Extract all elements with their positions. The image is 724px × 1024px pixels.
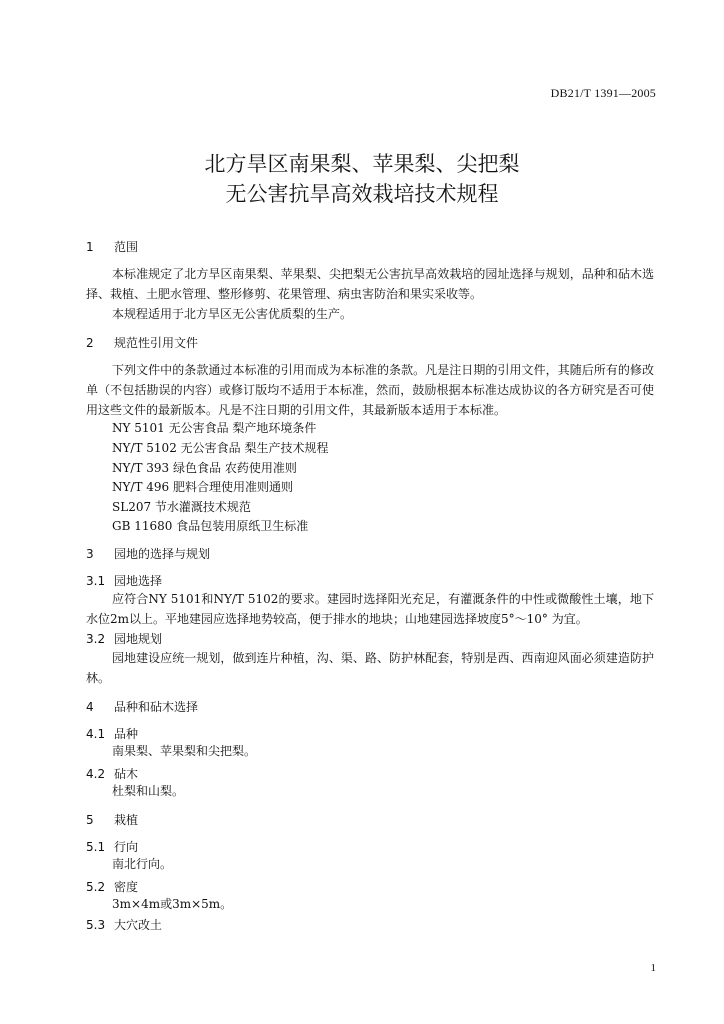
subsection-5-2-heading [86, 878, 138, 895]
reference-item: GB 11680 食品包装用原纸卫生标准 [112, 519, 309, 533]
standard-code: DB21/T 1391—2005 [550, 86, 656, 100]
section-number: 4.1 [86, 727, 106, 741]
section-label: 密度 [114, 880, 139, 894]
subsection-5-3-heading [86, 916, 162, 933]
section-2-heading [86, 334, 198, 351]
section-label: 品种 [114, 727, 139, 741]
paragraph: 下列文件中的条款通过本标准的引用而成为本标准的条款。凡是注日期的引用文件，其随后所有的修改单（不包括勘误的内容）或修订版均不适用于本标准，然而，鼓励根据本标准达成协议的各方研究是否可使用这些文件的最新版本。凡是不注日期的引用文件，其最新版本适用于本标准。 [86, 363, 654, 417]
paragraph: 应符合NY 5101和NY/T 5102的要求。建园时选择阳光充足，有灌溉条件的中性或微酸性土壤，地下水位2m以上。平地建园应选择地势较高，便于排水的地块；山地建园选择坡度5°～10° 为宜。 [86, 592, 654, 626]
section-number: 5.2 [86, 880, 106, 894]
section-number: 3 [86, 547, 94, 561]
paragraph: 园地建设应统一规划，做到连片种植，沟、渠、路、防护林配套，特别是西、西南迎风面必须建造防护林。 [86, 651, 654, 685]
section-5-heading [86, 811, 138, 828]
section-4-heading [86, 698, 198, 715]
section-number: 5.1 [86, 840, 106, 854]
section-label: 砧木 [114, 767, 139, 781]
section-label: 园地规划 [114, 632, 163, 646]
paragraph: 南果梨、苹果梨和尖把梨。 [112, 744, 257, 758]
section-1-heading [86, 238, 138, 255]
reference-item: NY/T 5102 无公害食品 梨生产技术规程 [112, 441, 329, 455]
document-title-line-1: 北方旱区南果梨、苹果梨、尖把梨 [204, 152, 520, 176]
section-3-heading [86, 545, 210, 562]
paragraph: 南北行向。 [112, 857, 173, 871]
page-number: 1 [650, 962, 656, 974]
subsection-3-2-heading [86, 630, 162, 647]
paragraph: 3m×4m或3m×5m。 [112, 897, 233, 911]
section-label: 大穴改土 [114, 918, 163, 932]
subsection-5-1-heading [86, 838, 138, 855]
section-label: 行向 [114, 840, 139, 854]
paragraph: 本标准规定了北方旱区南果梨、苹果梨、尖把梨无公害抗旱高效栽培的园址选择与规划，品种和砧木选择、栽植、土肥水管理、整形修剪、花果管理、病虫害防治和果实采收等。 [86, 267, 654, 301]
section-number: 5.3 [86, 918, 106, 932]
reference-item: NY/T 393 绿色食品 农药使用准则 [112, 461, 297, 475]
section-label: 园地的选择与规划 [114, 547, 211, 561]
reference-item: SL207 节水灌溉技术规范 [112, 500, 251, 514]
section-number: 4 [86, 700, 94, 714]
section-number: 5 [86, 813, 94, 827]
section-number: 4.2 [86, 767, 106, 781]
document-title-line-2: 无公害抗旱高效栽培技术规程 [225, 182, 499, 206]
section-number: 1 [86, 240, 94, 254]
reference-item: NY/T 496 肥料合理使用准则通则 [112, 480, 294, 494]
subsection-4-2-heading [86, 765, 138, 782]
section-label: 范围 [114, 240, 139, 254]
subsection-4-1-heading [86, 725, 138, 742]
section-label: 规范性引用文件 [114, 336, 199, 350]
section-number: 3.2 [86, 632, 106, 646]
section-label: 品种和砧木选择 [114, 700, 199, 714]
section-number: 2 [86, 336, 94, 350]
section-label: 栽植 [114, 813, 139, 827]
paragraph: 杜梨和山梨。 [112, 784, 185, 798]
paragraph: 本规程适用于北方旱区无公害优质梨的生产。 [112, 307, 353, 321]
subsection-3-1-heading [86, 572, 162, 589]
section-number: 3.1 [86, 574, 106, 588]
section-label: 园地选择 [114, 574, 163, 588]
reference-item: NY 5101 无公害食品 梨产地环境条件 [112, 421, 317, 435]
